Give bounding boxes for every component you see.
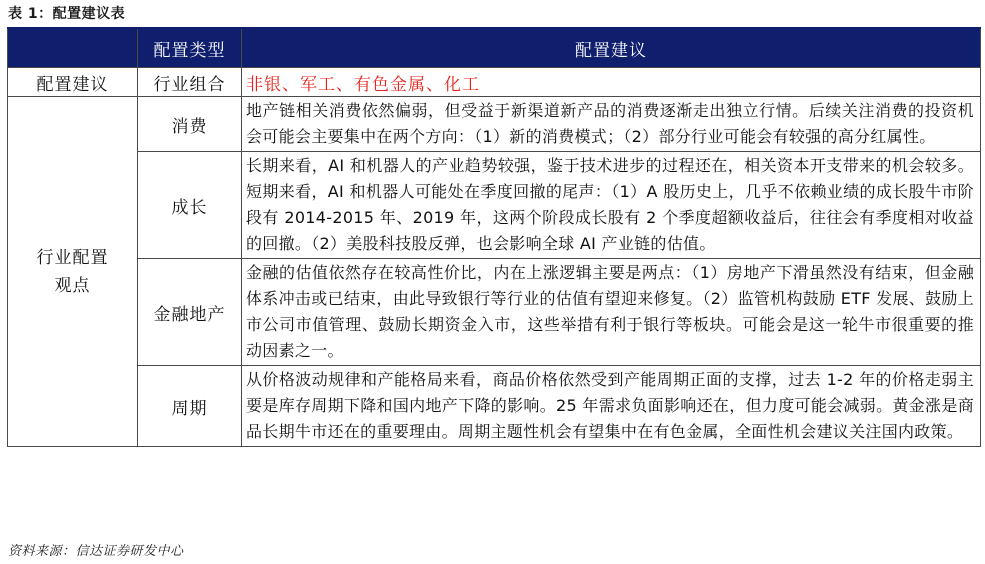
header-type: 配置类型 xyxy=(138,28,242,68)
header-advice: 配置建议 xyxy=(242,28,981,68)
view-consumption: 地产链相关消费依然偏弱，但受益于新渠道新产品的消费逐渐走出独立行情。后续关注消费的投资机会可能会主要集中在两个方向：（1）新的消费模式；（2）部分行业可能会有较强的高分红属性。 xyxy=(242,97,981,152)
view-cyclical: 从价格波动规律和产能格局来看，商品价格依然受到产能周期正面的支撑，过去 1-2 年的价格走弱主要是库存周期下降和国内地产下降的影响。25 年需求负面影响还在，但力度可能会减弱。黄金涨是商品长期牛市还在的重要理由。周期主题性机会有望集中在有色金属，全面性机会建议关注国内政策。 xyxy=(242,366,981,447)
table-row xyxy=(8,259,981,366)
header-empty-cell xyxy=(8,28,138,68)
source-note: 资料来源：信达证券研发中心 xyxy=(8,544,184,559)
view-finance-realestate: 金融的估值依然存在较高性价比，内在上涨逻辑主要是两点：（1）房地产下滑虽然没有结束，但金融体系冲击或已结束，由此导致银行等行业的估值有望迎来修复。（2）监管机构鼓励 ETF 发展、鼓励上市公司市值管理、鼓励长期资金入市，这些举措有利于银行等板块。可能会是这一轮牛市很重要的推动因素之一。 xyxy=(242,259,981,366)
category-consumption: 消费 xyxy=(138,97,242,152)
category-finance-realestate: 金融地产 xyxy=(138,259,242,366)
table-row xyxy=(8,97,981,152)
table-header-row xyxy=(8,28,981,68)
category-growth: 成长 xyxy=(138,152,242,259)
table-row xyxy=(8,152,981,259)
table-row xyxy=(8,366,981,447)
views-label-text: 行业配置观点 xyxy=(36,247,109,296)
view-growth: 长期来看，AI 和机器人的产业趋势较强，鉴于技术进步的过程还在，相关资本开支带来的机会较多。短期来看，AI 和机器人可能处在季度回撤的尾声：（1）A 股历史上，几乎不依赖业绩的成长股牛市阶段有 2014-2015 年、2019 年，这两个阶段成长股有 2 个季度超额收益后，往往会有季度相对收益的回撤。（2）美股科技股反弹，也会影响全球 AI 产业链的估值。 xyxy=(242,152,981,259)
recommend-label: 配置建议 xyxy=(8,68,138,97)
views-label xyxy=(8,97,138,447)
recommend-sublabel: 行业组合 xyxy=(138,68,242,97)
table-caption: 表 1：配置建议表 xyxy=(8,6,126,22)
recommend-industries: 非银、军工、有色金属、化工 xyxy=(242,68,981,97)
recommend-row xyxy=(8,68,981,97)
allocation-table xyxy=(7,27,981,447)
category-cyclical: 周期 xyxy=(138,366,242,447)
